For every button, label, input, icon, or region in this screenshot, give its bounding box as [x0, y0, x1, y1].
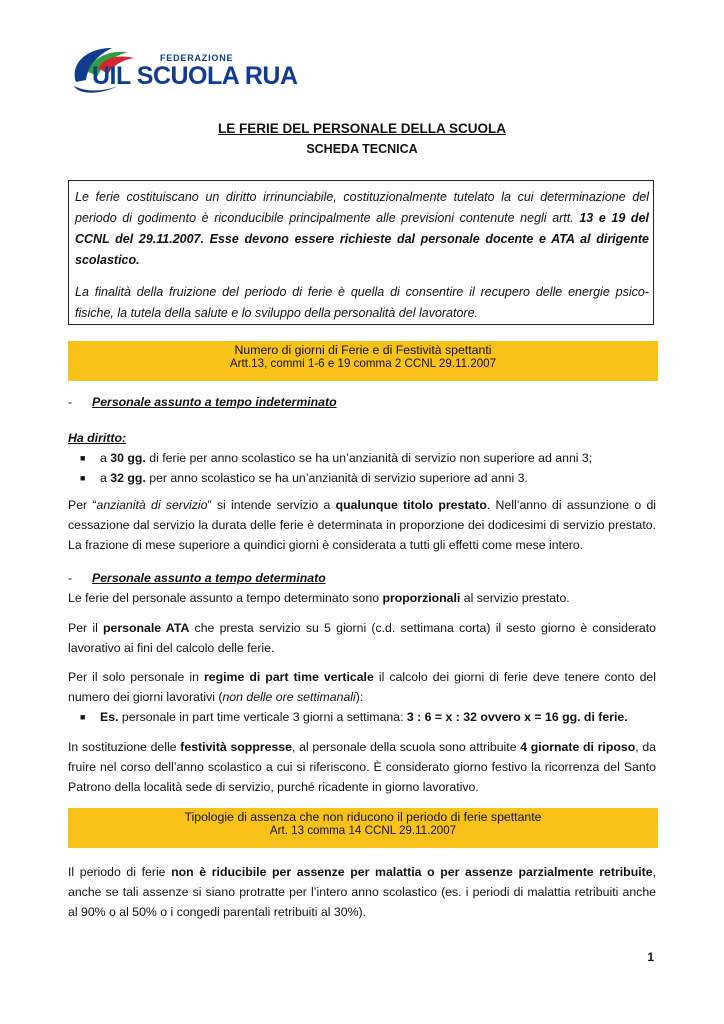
section-subtitle: Artt.13, commi 1-6 e 19 comma 2 CCNL 29.11.2007: [229, 357, 497, 370]
paragraph-text: Le ferie del personale assunto a tempo determinato sono: [68, 591, 383, 605]
dash-marker: -: [68, 395, 73, 409]
assenze-paragraph: [68, 862, 656, 922]
determinato-heading: Personale assunto a tempo determinato: [92, 571, 326, 585]
paragraph-text: il calcolo dei giorni di ferie deve tenere conto del numero dei giorni lavorativi (: [68, 670, 657, 704]
paragraph-bold: qualunque titolo prestato: [335, 498, 487, 512]
logo-brand-name: UIL SCUOLA RUA: [92, 62, 298, 90]
paragraph-text: , da fruire nel corso dell’anno scolastico a cui si riferiscono. È considerato giorno festivo la ricorrenza del Santo Patrono della località sede di servizio, purché ricadente in giorno lavorativo.: [68, 740, 656, 794]
list-item-text: di ferie per anno scolastico se ha un’anzianità di servizio non superiore ad anni 3;: [145, 451, 593, 465]
uil-scuola-logo: [68, 42, 298, 96]
paragraph-bold: personale ATA: [103, 621, 190, 635]
paragraph-text: , anche se tali assenze si siano protratte per l’intero anno scolastico (es. i periodi di malattia retribuiti anche al 90% o al 50% o i congedi parentali retribuiti al 30%).: [68, 865, 656, 919]
example-label: Es.: [100, 710, 119, 724]
paragraph-bold: regime di part time verticale: [203, 670, 374, 684]
example-text: personale in part time verticale 3 giorni a settimana:: [118, 710, 407, 724]
section-subtitle: Art. 13 comma 14 CCNL 29.11.2007: [269, 824, 457, 837]
paragraph-text: Per il: [68, 621, 104, 635]
indeterminato-block: [68, 392, 656, 412]
indeterminato-heading: Personale assunto a tempo indeterminato: [92, 395, 337, 409]
paragraph-text: ):: [355, 690, 364, 704]
section-header-assenze: [68, 808, 658, 848]
paragraph-bold: non è riducibile per assenze per malattia o per assenze parzialmente retribuite: [171, 865, 653, 879]
intro-box: [68, 180, 654, 325]
paragraph-bold: festività soppresse: [180, 740, 292, 754]
paragraph-text: In sostituzione delle: [68, 740, 181, 754]
paragraph-text: . Nell’anno di assunzione o di cessazione dal servizio la durata delle ferie è determinata in proporzione dei dodicesimi di servizio prestato. La frazione di mese superiore a quindici giorni è considerata a tutti gli effetti come mese intero.: [68, 498, 657, 552]
dash-marker: -: [68, 571, 73, 585]
list-item-bold: 32 gg.: [110, 471, 146, 485]
square-bullet-icon: ■: [80, 473, 86, 483]
square-bullet-icon: ■: [80, 453, 86, 463]
paragraph-bold: proporzionali: [382, 591, 461, 605]
ha-diritto-block: [68, 428, 656, 488]
list-item-text: a: [100, 471, 111, 485]
paragraph-text: che presta servizio su 5 giorni (c.d. settimana corta) il sesto giorno è considerato lavorativo ai fini del calcolo delle ferie.: [68, 621, 657, 655]
paragraph-text: Il periodo di ferie: [68, 865, 172, 879]
paragraph-bold: 4 giornate di riposo: [520, 740, 636, 754]
example-list: [68, 707, 656, 727]
paragraph-text: al servizio prestato.: [460, 591, 570, 605]
intro-bold-text: 13 e 19 del CCNL del 29.11.2007. Esse devono essere richieste dal personale docente e ATA al dirigente scolastico.: [75, 211, 649, 267]
square-bullet-icon: ■: [80, 712, 86, 722]
page-number: 1: [647, 950, 654, 964]
list-item: [68, 707, 656, 727]
ha-diritto-heading: Ha diritto:: [68, 431, 127, 445]
paragraph-text: , al personale della scuola sono attribuite: [291, 740, 521, 754]
paragraph-text: ” si intende servizio a: [207, 498, 336, 512]
paragraph-italic: anzianità di servizio: [96, 498, 208, 512]
ata-paragraph: [68, 618, 656, 658]
list-item-text: a: [100, 451, 111, 465]
logo-federation-label: FEDERAZIONE: [160, 53, 234, 63]
ferie-days-list: [68, 448, 656, 488]
list-item: [68, 468, 656, 488]
paragraph-text: Per “: [68, 498, 97, 512]
paragraph-italic: non delle ore settimanali: [222, 690, 356, 704]
paragraph-text: Per il solo personale in: [68, 670, 204, 684]
part-time-paragraph: [68, 667, 656, 727]
determinato-block: [68, 568, 656, 608]
list-item: [68, 448, 656, 468]
page-title: LE FERIE DEL PERSONALE DELLA SCUOLA: [217, 121, 507, 136]
list-item-bold: 30 gg.: [110, 451, 146, 465]
festivita-paragraph: [68, 737, 656, 797]
section-title: Numero di giorni di Ferie e di Festività spettanti: [234, 343, 492, 357]
intro-paragraph-2: La finalità della fruizione del periodo di ferie è quella di consentire il recupero delle energie psico-fisiche, la tutela della salute e lo sviluppo della personalità del lavoratore.: [75, 285, 649, 320]
page-subtitle: SCHEDA TECNICA: [306, 142, 418, 156]
section-title: Tipologie di assenza che non riducono il periodo di ferie spettante: [184, 810, 542, 824]
section-header-ferie: [68, 341, 658, 381]
example-formula: 3 : 6 = x : 32 ovvero x = 16 gg. di ferie.: [406, 710, 628, 724]
list-item-text: per anno scolastico se ha un’anzianità di servizio superiore ad anni 3.: [145, 471, 528, 485]
anzianita-paragraph: [68, 495, 656, 555]
intro-paragraph-1: [75, 187, 649, 271]
intro-text: Le ferie costituiscano un diritto irrinunciabile, costituzionalmente tutelato la cui determinazione del periodo di godimento è riconducibile principalmente alle previsioni contenute negli artt.: [75, 190, 649, 225]
